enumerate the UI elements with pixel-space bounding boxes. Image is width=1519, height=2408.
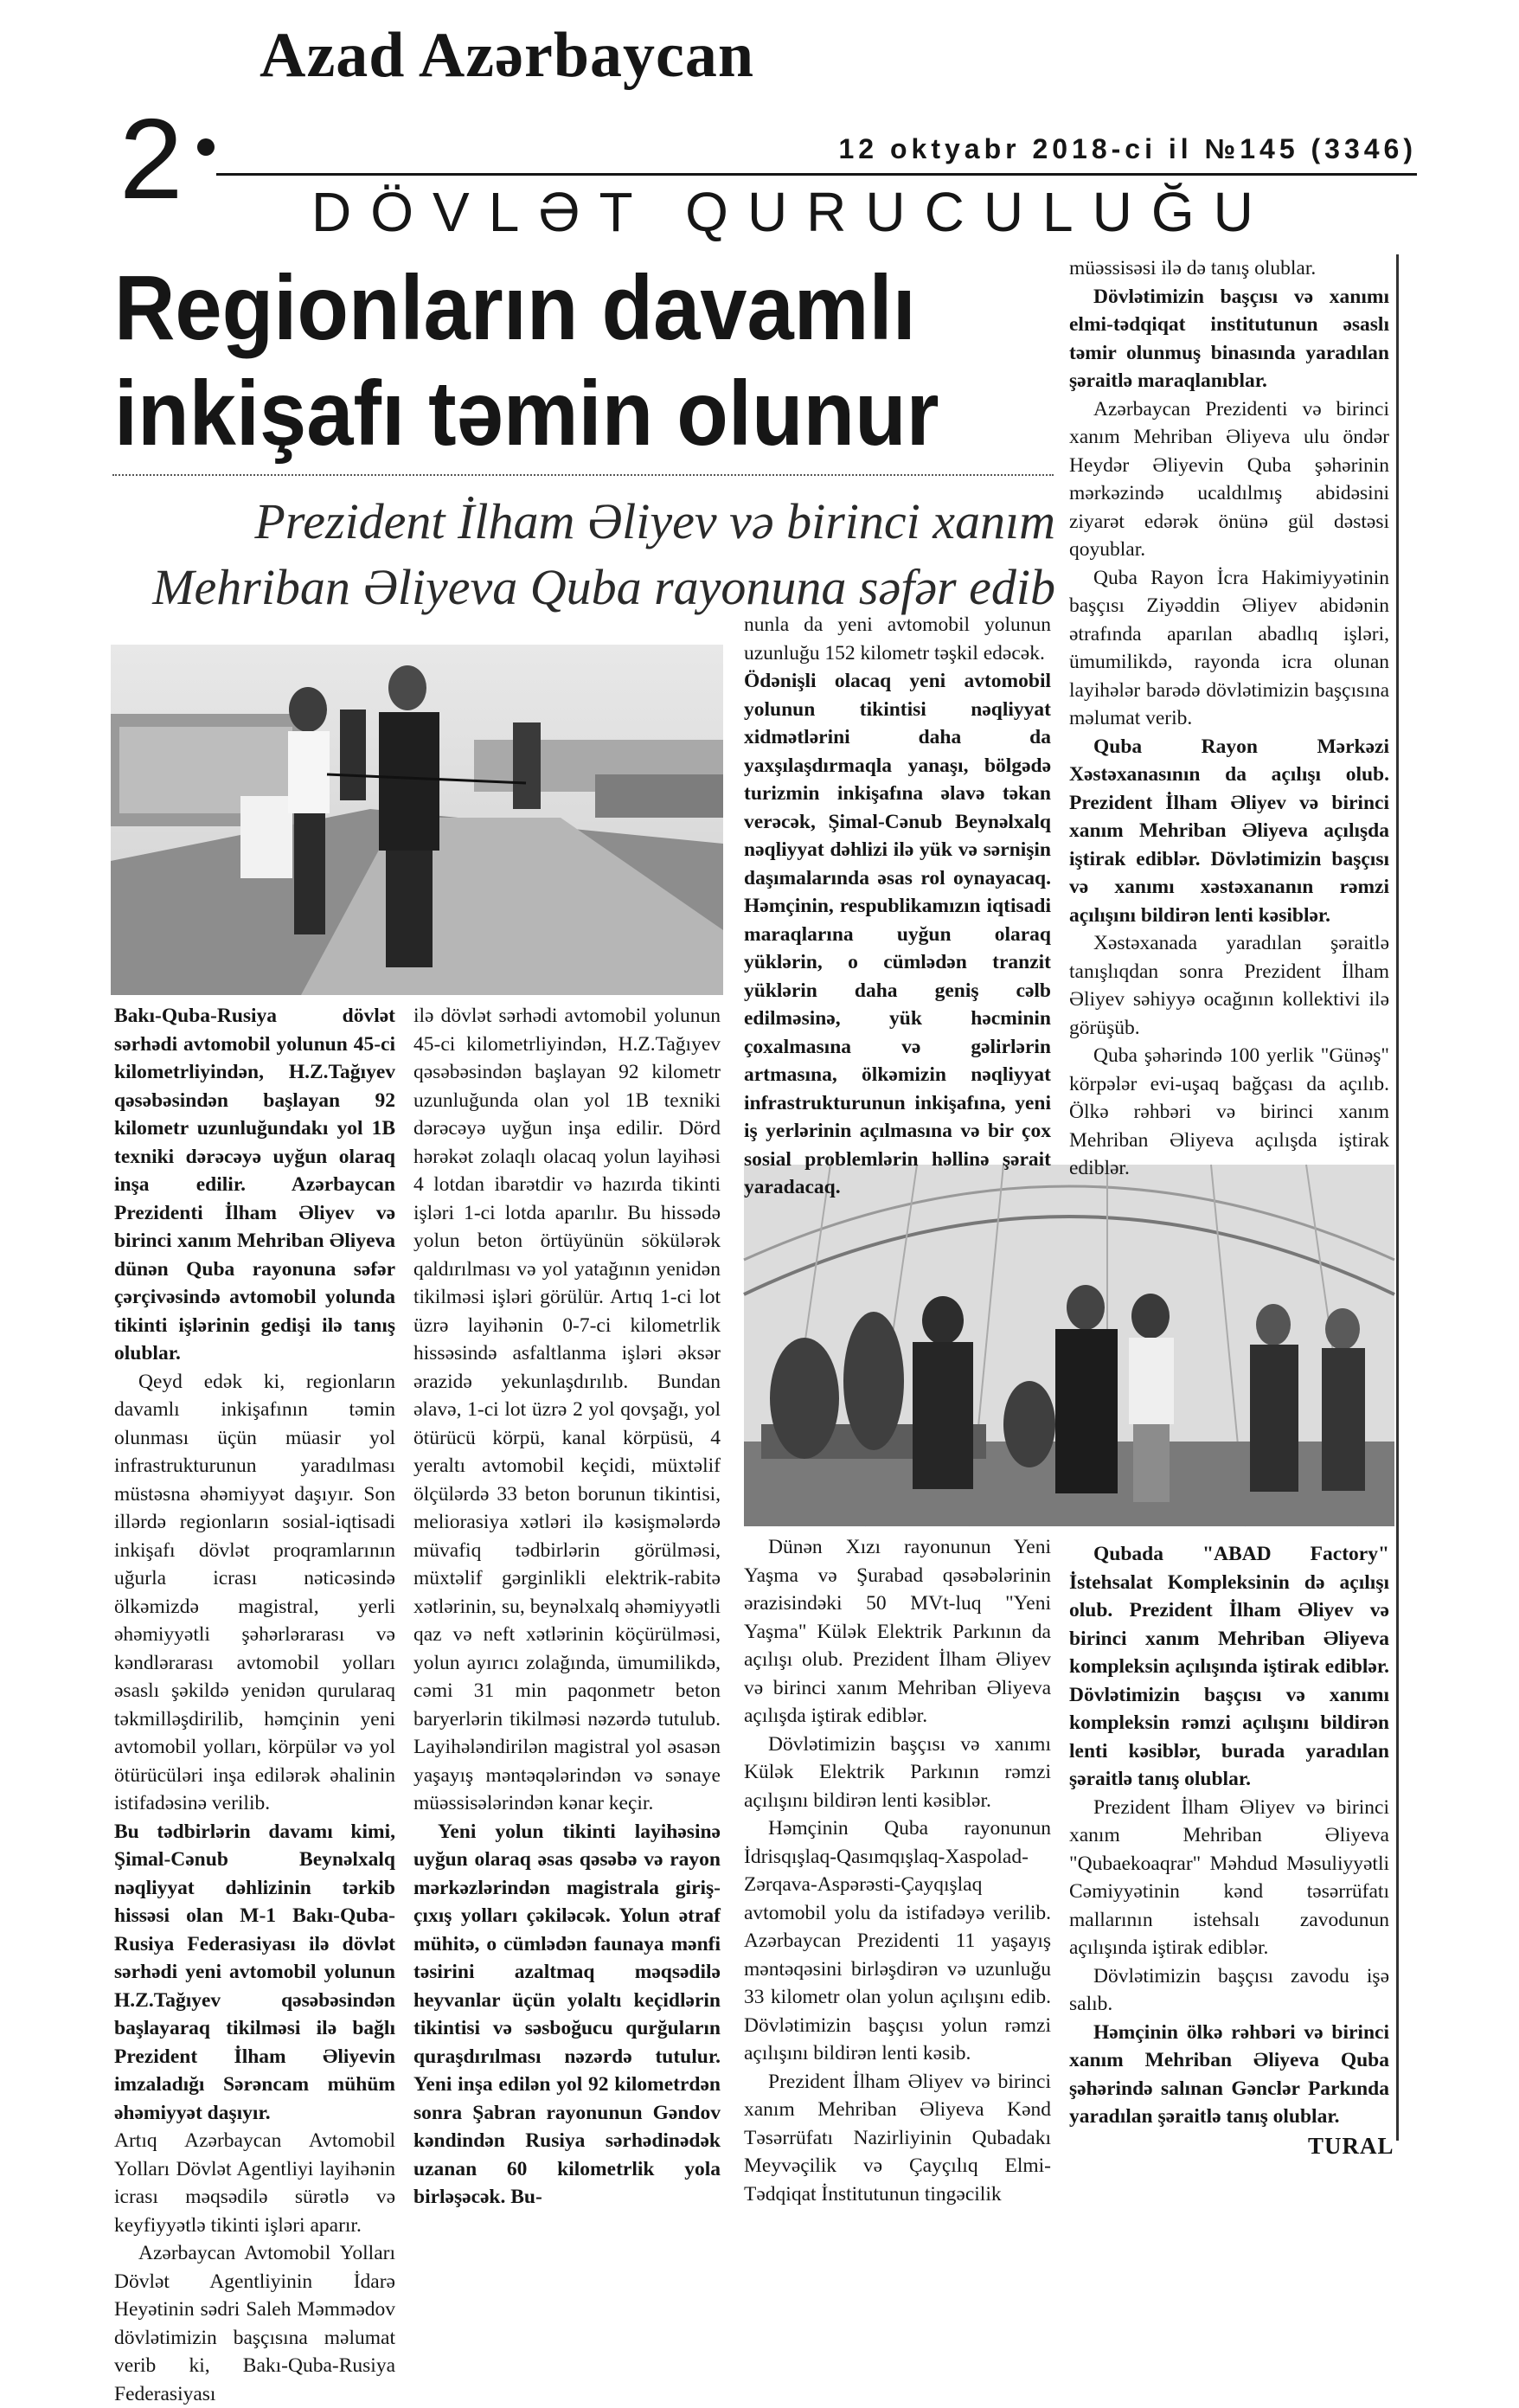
col4-bottom-paragraph-1: Qubada "ABAD Factory" İstehsalat Kompleksinin də açılışı olub. Prezident İlham Əliyev və birinci xanım Mehriban Əliyeva kompleksin açılışında iştirak ediblər. Dövlətimizin başçısı və xanımı kompleksin rəmzi açılışını bildirən lenti kəsiblər, burada yaradılan şəraitlə tanış olublar. bbox=[1069, 1543, 1389, 1790]
photo-ribbon-cutting-road bbox=[111, 645, 723, 995]
article-headline bbox=[114, 255, 982, 466]
col4-top-paragraph-3: Azərbaycan Prezidenti və birinci xanım Mehriban Əliyeva ulu öndər Heydər Əliyevin Quba şəhərinin mərkəzində ucaldılmış abidəsini ziyarət edərək önünə gül dəstəsi qoyublar. bbox=[1069, 397, 1389, 561]
col1-paragraph-4: Artıq Azərbaycan Avtomobil Yolları Dövlət Agentliyi layihənin icrası məqsədilə sürətlə və keyfiyyətlə tikinti işləri aparır. bbox=[114, 2129, 395, 2237]
subheadline-line-1: Prezident İlham Əliyev və birinci xanım bbox=[254, 493, 1055, 549]
col1-paragraph-2: Qeyd edək ki, regionların davamlı inkişafının təmin olunması üçün müasir yol infrastrukturunun yaradılması müstəsna əhəmiyyət daşıyır. Son illərdə regionların sosial-iqtisadi inkişafı dövlət proqramlarının uğurla icrası nəticəsində ölkəmizdə magistral, yerli əhəmiyyətli şəhərlərarası və kəndlərarası avtomobil yolları əsaslı şəkildə yenidən qurularaq təkmilləşdirilib, həmçinin yeni avtomobil yolları, körpülər və yol ötürücüləri inşa edilərək əhalinin istifadəsinə verilib. bbox=[114, 1370, 395, 1814]
col1-paragraph-1: Bakı-Quba-Rusiya dövlət sərhədi avtomobil yolunun 45-ci kilometrliyindən, H.Z.Tağıyev qəsəbəsindən başlayan 92 kilometr uzunluğundakı yol 1B texniki dərəcəyə uyğun olaraq inşa edilir. Azərbaycan Prezidenti İlham Əliyev və birinci xanım Mehriban Əliyeva dünən Quba rayonuna səfər çərçivəsində avtomobil yolunda tikinti işlərinin gedişi ilə tanış olublar. bbox=[114, 1005, 395, 1365]
col4-top-paragraph-2: Dövlətimizin başçısı və xanımı elmi-tədqiqat institutunun əsaslı təmir olunmuş binasında yaradılan şəraitlə maraqlanıblar. bbox=[1069, 285, 1389, 392]
col4-bottom-paragraph-4: Həmçinin ölkə rəhbəri və birinci xanım Mehriban Əliyeva Quba şəhərində salınan Gənclər Parkında yaradılan şəraitlə tanış olublar. bbox=[1069, 2020, 1389, 2128]
issue-date-line: 12 oktyabr 2018-ci il №145 (3346) bbox=[838, 133, 1417, 164]
author-signature: TURAL bbox=[1308, 2133, 1394, 2159]
col4-top-paragraph-1: müəssisəsi ilə də tanış olublar. bbox=[1069, 257, 1317, 279]
header-rule bbox=[216, 173, 1417, 176]
col2-paragraph-1: ilə dövlət sərhədi avtomobil yolunun 45-ci kilometrliyindən, H.Z.Tağıyev qəsəbəsindən başlayan 92 kilometr uzunluğunda olan yol 1B texniki dərəcəyə uyğun inşa edilir. Dörd hərəkət zolaqlı olacaq yolun layihəsi 4 lotdan ibarətdir və hazırda tikinti işləri 1-ci lotda aparılır. Bu hissədə yolun beton örtüyünün sökülərək qaldırılması və yol yatağının yenidən tikilməsi işləri görülür. Artıq 1-ci lot üzrə layihənin 0-7-ci kilometrlik hissəsində asfaltlanma işləri əksər ərazidə yekunlaşdırılıb. Bundan əlavə, 1-ci lot üzrə 2 yol qovşağı, yol ötürücü körpü, kanal körpüsü, 4 yeraltı avtomobil keçidi, müxtəlif ölçülərdə 33 beton borunun tikintisi, meliorasiya xətləri ilə kəsişmələrdə müvafiq tədbirlərin görülməsi, müxtəlif gərginlikli elektrik-rabitə xətlərinin, su, beynəlxalq əhəmiyyətli qaz və neft xətlərinin köçürülməsi, yolun ayırıcı zolağında, ümumilikdə, cəmi 31 min paqonmetr beton baryerlərin tikilməsi nəzərdə tutulub. Layihələndirilən magistral yol əsasən yaşayış məntəqələrindən və sənaye müəssisələrindən kənar keçir. bbox=[413, 1005, 721, 1814]
right-column-rule bbox=[1396, 254, 1399, 2141]
article-column-4-top bbox=[1069, 254, 1389, 1183]
col3-bottom-paragraph-2: Dövlətimizin başçısı və xanımı Külək Elektrik Parkının rəmzi açılışını bildirən lenti kəsiblər. bbox=[744, 1732, 1051, 1812]
article-column-1 bbox=[114, 1002, 395, 2408]
col3-top-paragraph-1: nunla da yeni avtomobil yolunun uzunluğu 152 kilometr təşkil edəcək. bbox=[744, 613, 1051, 665]
subheadline-line-2: Mehriban Əliyeva Quba rayonuna səfər edib bbox=[152, 559, 1055, 615]
col4-top-paragraph-5: Quba Rayon Mərkəzi Xəstəxanasının da açılışı olub. Prezident İlham Əliyev və birinci xanım Mehriban Əliyeva açılışda iştirak ediblər. Dövlətimizin başçısı və xanımı xəstəxananın rəmzi açılışını bildirən lenti kəsiblər. bbox=[1069, 735, 1389, 927]
col1-paragraph-5: Azərbaycan Avtomobil Yolları Dövlət Agentliyinin İdarə Heyətinin sədri Saleh Məmmədov dövlətimizin başçısına məlumat verib ki, Bakı-Quba-Rusiya Federasiyası bbox=[114, 2242, 395, 2405]
col4-top-paragraph-6: Xəstəxanada yaradılan şəraitlə tanışlıqdan sonra Prezident İlham Əliyev səhiyyə ocağının kollektivi ilə görüşüb. bbox=[1069, 932, 1389, 1039]
page-number: 2 bbox=[119, 95, 183, 222]
headline-line-1: Regionların davamlı bbox=[114, 257, 916, 359]
col4-top-paragraph-4: Quba Rayon İcra Hakimiyyətinin başçısı Ziyəddin Əliyev abidənin ətrafında aparılan abadlıq işləri, ümumilikdə, rayonda icra olunan layihələr barədə dövlətimizin başçısına məlumat verib. bbox=[1069, 566, 1389, 729]
col1-paragraph-3: Bu tədbirlərin davamı kimi, Şimal-Cənub Beynəlxalq nəqliyyat dəhlizinin tərkib hissəsi olan M-1 Bakı-Quba-Rusiya Federasiyası ilə dövlət sərhədi yeni avtomobil yolunun H.Z.Tağıyev qəsəbəsindən başlayaraq tikilməsi ilə bağlı Prezident İlham Əliyevin imzaladığı Sərəncam mühüm əhəmiyyət daşıyır. bbox=[114, 1820, 395, 2124]
col4-top-paragraph-7: Quba şəhərində 100 yerlik "Günəş" körpələr evi-uşaq bağçası da açılıb. Ölkə rəhbəri və birinci xanım Mehriban Əliyeva açılışda iştirak ediblər. bbox=[1069, 1044, 1389, 1179]
article-column-4-bottom bbox=[1069, 1540, 1389, 2131]
article-column-2 bbox=[413, 1002, 721, 2212]
headline-rule bbox=[112, 474, 1054, 476]
col3-bottom-paragraph-4: Prezident İlham Əliyev və birinci xanım Mehriban Əliyeva Kənd Təsərrüfatı Nazirliyinin Qubadakı Meyvəçilik və Çayçılıq Elmi-Tədqiqat İnstitutunun tingəcilik bbox=[744, 2070, 1051, 2206]
col4-bottom-paragraph-2: Prezident İlham Əliyev və birinci xanım Mehriban Əliyeva "Qubaekoaqrar" Məhdud Məsuliyyətli Cəmiyyətinin kənd təsərrüfatı mallarının istehsalı zavodunun açılışında iştirak ediblər. bbox=[1069, 1795, 1389, 1959]
section-title: DÖVLƏT QURUCULUĞU bbox=[311, 181, 1272, 243]
col3-bottom-paragraph-1: Dünən Xızı rayonunun Yeni Yaşma və Şurabad qəsəbələrinin ərazisindəki 50 MVt-luq "Yeni Yaşma" Külək Elektrik Parkının da açılışı olub. Prezident İlham Əliyev və birinci xanım Mehriban Əliyeva açılışda iştirak ediblər. bbox=[744, 1536, 1051, 1727]
article-column-3-bottom bbox=[744, 1533, 1051, 2208]
col2-paragraph-2: Yeni yolun tikinti layihəsinə uyğun olaraq əsas qəsəbə və rayon mərkəzlərindən magistrala giriş-çıxış yolları çəkiləcək. Yolun ətraf mühitə, o cümlədən faunaya mənfi təsirini azaltmaq məqsədilə heyvanlar üçün yolaltı keçidlərin tikintisi və səsboğucu qurğuların quraşdırılması nəzərdə tutulur. Yeni inşa edilən yol 92 kilometrdən sonra Şabran rayonunun Gəndov kəndindən Rusiya sərhədinədək uzanan 60 kilometrlik yola birləşəcək. Bu- bbox=[413, 1820, 721, 2208]
photo-greenhouse-visit bbox=[744, 1165, 1394, 1526]
col4-bottom-paragraph-3: Dövlətimizin başçısı zavodu işə salıb. bbox=[1069, 1964, 1389, 2015]
page-number-bullet bbox=[197, 138, 215, 156]
newspaper-masthead: Azad Azərbaycan bbox=[260, 20, 754, 91]
article-subheadline bbox=[112, 489, 1055, 620]
headline-line-2: inkişafı təmin olunur bbox=[114, 363, 939, 465]
col3-bottom-paragraph-3: Həmçinin Quba rayonunun İdrisqışlaq-Qasımqışlaq-Xaspolad-Zərqava-Aspərəsti-Çayqışlaq avtomobil yolu da istifadəyə verilib. Azərbaycan Prezidenti 11 yaşayış məntəqəsini birləşdirən və uzunluğu 33 kilometr olan yolun açılışını edib. Dövlətimizin başçısı yolun rəmzi açılışını bildirən lenti kəsib. bbox=[744, 1817, 1051, 2064]
col3-top-paragraph-2: Ödənişli olacaq yeni avtomobil yolunun tikintisi nəqliyyat xidmətlərini daha da yaxşılaşdırmaqla yanaşı, bölgədə turizmin inkişafına əlavə təkan verəcək, Şimal-Cənub Beynəlxalq nəqliyyat dəhlizi ilə yük və sərnişin daşımalarında əsas rol oynayacaq. Həmçinin, respublikamızın iqtisadi maraqlarına uyğun olaraq yüklərin, o cümlədən tranzit yüklərin daha geniş cəlb edilməsinə, yük həcminin çoxalmasına və gəlirlərin artmasına, ölkəmizin nəqliyyat infrastrukturunun inkişafına, yeni iş yerlərinin açılmasına və bir çox sosial problemlərin həllinə şərait yaradacaq. bbox=[744, 670, 1051, 1198]
article-column-3-top bbox=[744, 611, 1051, 1202]
